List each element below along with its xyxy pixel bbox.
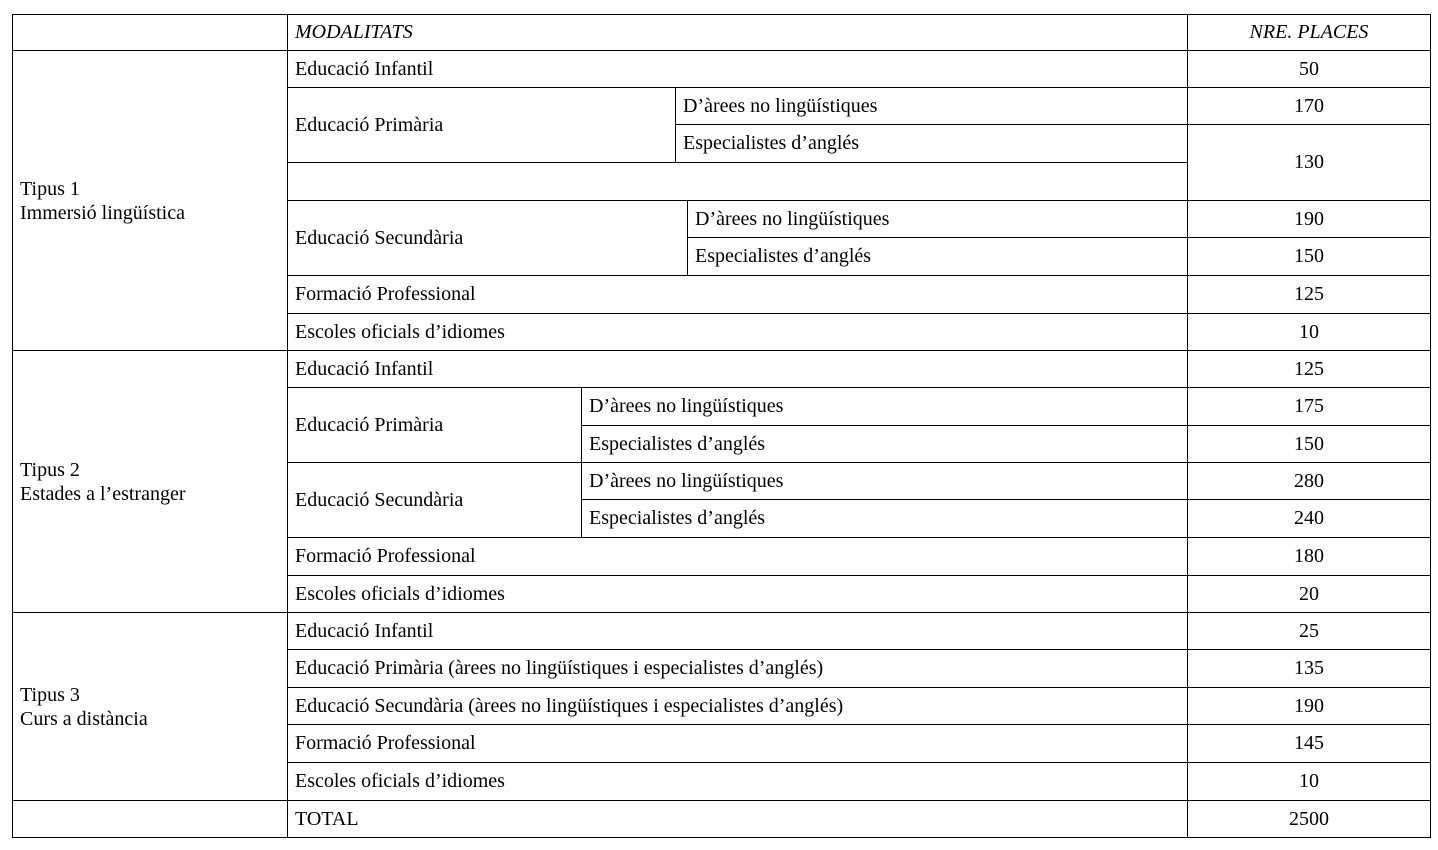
tipus3-primaria-label: Educació Primària (àrees no lingüístiques i especialistes d’anglés) [287,649,1188,688]
tipus1-secundaria-angles-places: 150 [1187,237,1431,276]
tipus3-title: Tipus 3 [20,683,80,706]
tipus1-eoi-places: 10 [1187,313,1431,351]
tipus2-primaria-angles-label: Especialistes d’anglés [581,425,1188,463]
tipus2-primaria-noling-places: 175 [1187,387,1431,426]
tipus3-infantil-label: Educació Infantil [287,612,1188,650]
tipus2-eoi-places: 20 [1187,575,1431,613]
tipus1-fp-places: 125 [1187,275,1431,314]
tipus3-subtitle: Curs a distància [20,707,148,730]
total-places: 2500 [1187,800,1431,838]
tipus1-infantil-label: Educació Infantil [287,50,1188,88]
tipus2-primaria-label: Educació Primària [287,387,582,463]
total-empty-cell [12,800,288,838]
tipus2-secundaria-noling-label: D’àrees no lingüístiques [581,462,1188,500]
tipus1-secundaria-label: Educació Secundària [287,200,688,276]
tipus1-fp-label: Formació Professional [287,275,1188,314]
tipus1-subtitle: Immersió lingüística [20,201,185,224]
tipus3-fp-places: 145 [1187,724,1431,763]
tipus2-primaria-noling-label: D’àrees no lingüístiques [581,387,1188,426]
tipus1-eoi-label: Escoles oficials d’idiomes [287,313,1188,351]
tipus2-secundaria-noling-places: 280 [1187,462,1431,500]
tipus2-infantil-label: Educació Infantil [287,350,1188,388]
tipus2-infantil-places: 125 [1187,350,1431,388]
tipus2-title: Tipus 2 [20,458,80,481]
header-places: NRE. PLACES [1187,14,1431,51]
tipus1-secundaria-noling-label: D’àrees no lingüístiques [687,200,1188,238]
tipus1-label [12,50,288,351]
tipus3-primaria-places: 135 [1187,649,1431,688]
tipus2-subtitle: Estades a l’estranger [20,482,186,505]
tipus1-primaria-angles-places: 130 [1187,124,1431,201]
tipus1-secundaria-noling-places: 190 [1187,200,1431,238]
tipus3-eoi-label: Escoles oficials d’idiomes [287,762,1188,801]
tipus2-secundaria-angles-places: 240 [1187,499,1431,538]
tipus1-primaria-angles-label: Especialistes d’anglés [675,124,1188,163]
tipus1-infantil-places: 50 [1187,50,1431,88]
tipus2-secundaria-angles-label: Especialistes d’anglés [581,499,1188,538]
tipus2-eoi-label: Escoles oficials d’idiomes [287,575,1188,613]
tipus2-secundaria-label: Educació Secundària [287,462,582,538]
tipus2-label [12,350,288,613]
tipus3-eoi-places: 10 [1187,762,1431,801]
tipus1-empty-row [287,162,1188,201]
tipus1-secundaria-angles-label: Especialistes d’anglés [687,237,1188,276]
tipus2-primaria-angles-places: 150 [1187,425,1431,463]
tipus1-primaria-noling-places: 170 [1187,87,1431,125]
tipus3-fp-label: Formació Professional [287,724,1188,763]
tipus1-primaria-label: Educació Primària [287,87,676,163]
tipus3-secundaria-label: Educació Secundària (àrees no lingüístiques i especialistes d’anglés) [287,687,1188,725]
tipus1-primaria-noling-label: D’àrees no lingüístiques [675,87,1188,125]
tipus1-title: Tipus 1 [20,177,80,200]
tipus3-secundaria-places: 190 [1187,687,1431,725]
header-modalitats: MODALITATS [287,14,1188,51]
tipus3-label [12,612,288,801]
tipus2-fp-places: 180 [1187,537,1431,576]
tipus3-infantil-places: 25 [1187,612,1431,650]
tipus2-fp-label: Formació Professional [287,537,1188,576]
header-empty-cell [12,14,288,51]
total-label: TOTAL [287,800,1188,838]
